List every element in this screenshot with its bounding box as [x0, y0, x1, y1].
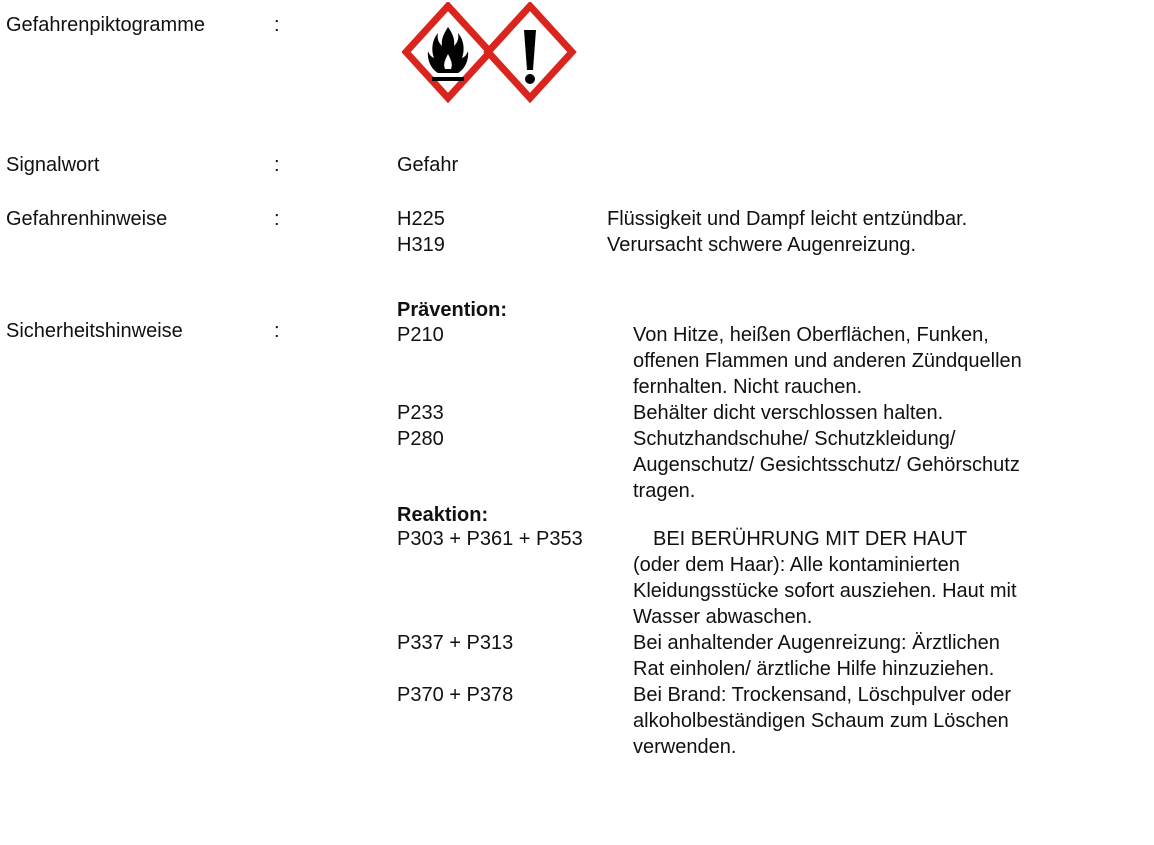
precaution-text-line: Bei anhaltender Augenreizung: Ärztlichen [633, 632, 1000, 654]
ghs07-exclamation-mark-icon [488, 6, 572, 98]
pictogram-row [402, 2, 578, 118]
precaution-text-line: Augenschutz/ Gesichtsschutz/ Gehörschutz [633, 454, 1020, 476]
precaution-code: P337 + P313 [397, 632, 514, 654]
label-signal-word: Signalwort [6, 154, 100, 176]
reaction-heading: Reaktion: [397, 504, 489, 526]
precaution-text-line: alkoholbeständigen Schaum zum Löschen [633, 710, 1009, 732]
label-precautionary-statements: Sicherheitshinweise [6, 320, 183, 342]
precaution-code: P280 [397, 428, 444, 450]
precaution-text-line: Bei Brand: Trockensand, Löschpulver oder [633, 684, 1011, 706]
separator-colon: : [274, 208, 280, 230]
signal-word-value: Gefahr [397, 154, 459, 176]
precaution-code: P303 + P361 + P353 [397, 528, 583, 550]
hazard-text: Flüssigkeit und Dampf leicht entzündbar. [607, 208, 968, 230]
precaution-text-line: tragen. [633, 480, 696, 502]
separator-colon: : [274, 154, 280, 176]
hazard-text: Verursacht schwere Augenreizung. [607, 234, 917, 256]
label-pictograms: Gefahrenpiktogramme [6, 14, 205, 36]
ghs02-flame-icon [406, 6, 490, 98]
label-hazard-statements: Gefahrenhinweise [6, 208, 168, 230]
separator-colon: : [274, 320, 280, 342]
precaution-text-line: Schutzhandschuhe/ Schutzkleidung/ [633, 428, 956, 450]
precaution-text-line: BEI BERÜHRUNG MIT DER HAUT [653, 528, 968, 550]
precaution-text-line: fernhalten. Nicht rauchen. [633, 376, 863, 398]
separator-colon: : [274, 14, 280, 36]
hazard-code: H319 [397, 234, 445, 256]
precaution-code: P233 [397, 402, 444, 424]
precaution-text-line: offenen Flammen und anderen Zündquellen [633, 350, 1022, 372]
precaution-text-line: Kleidungsstücke sofort ausziehen. Haut mit [633, 580, 1017, 602]
hazard-code: H225 [397, 208, 445, 230]
prevention-heading: Prävention: [397, 299, 508, 321]
precaution-text-line: Rat einholen/ ärztliche Hilfe hinzuziehen. [633, 658, 995, 680]
pictogram-svg [402, 2, 578, 118]
precaution-text-line: Behälter dicht verschlossen halten. [633, 402, 944, 424]
precaution-text-line: (oder dem Haar): Alle kontaminierten [633, 554, 960, 576]
precaution-text-line: Wasser abwaschen. [633, 606, 813, 628]
precaution-text-line: Von Hitze, heißen Oberflächen, Funken, [633, 324, 989, 346]
precaution-code: P370 + P378 [397, 684, 514, 706]
precaution-code: P210 [397, 324, 444, 346]
precaution-text-line: verwenden. [633, 736, 737, 758]
